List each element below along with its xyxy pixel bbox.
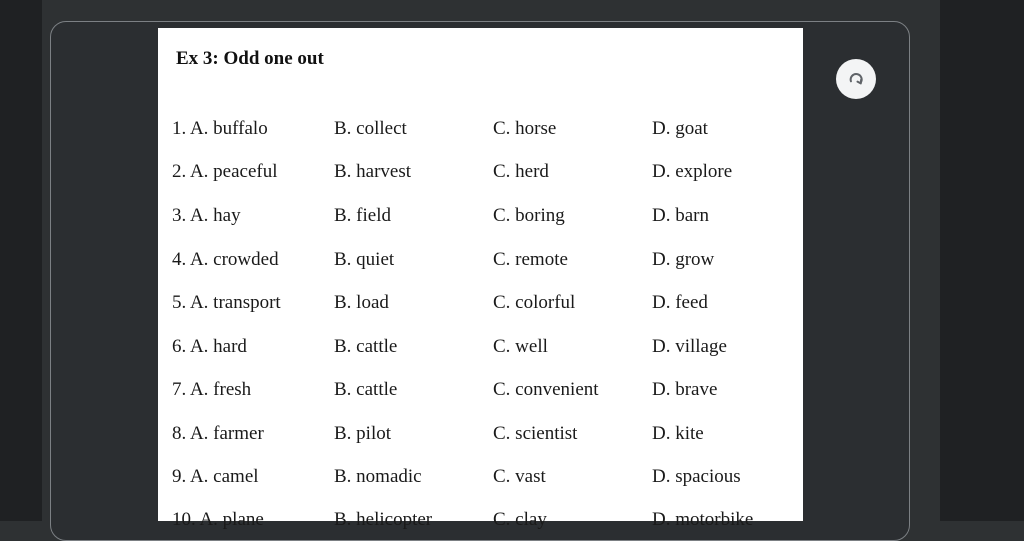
option-d: D. brave <box>652 379 718 400</box>
worksheet-image <box>158 28 803 530</box>
option-c: C. boring <box>493 205 565 226</box>
option-c: C. vast <box>493 466 546 487</box>
option-a: 5. A. transport <box>172 292 281 313</box>
option-b: B. harvest <box>334 161 412 182</box>
option-c: C. clay <box>493 509 547 530</box>
option-a: 2. A. peaceful <box>172 161 278 182</box>
option-a: 9. A. camel <box>172 466 259 487</box>
left-panel <box>0 0 42 521</box>
question-row <box>158 423 803 453</box>
reload-button[interactable] <box>836 59 876 99</box>
option-d: D. grow <box>652 249 715 270</box>
question-row <box>158 161 803 191</box>
option-b: B. cattle <box>334 336 398 357</box>
option-a: 3. A. hay <box>172 205 241 226</box>
option-b: B. load <box>334 292 389 313</box>
question-row <box>158 379 803 409</box>
option-c: C. well <box>493 336 548 357</box>
option-a: 10. A. plane <box>172 509 264 530</box>
question-row <box>158 249 803 279</box>
option-b: B. field <box>334 205 391 226</box>
option-a: 8. A. farmer <box>172 423 264 444</box>
option-a: 1. A. buffalo <box>172 118 268 139</box>
option-d: D. kite <box>652 423 704 444</box>
option-a: 4. A. crowded <box>172 249 279 270</box>
option-c: C. convenient <box>493 379 599 400</box>
option-c: C. colorful <box>493 292 576 313</box>
question-row <box>158 118 803 148</box>
option-d: D. village <box>652 336 727 357</box>
option-d: D. motorbike <box>652 509 754 530</box>
question-row <box>158 466 803 496</box>
option-d: D. barn <box>652 205 709 226</box>
option-b: B. helicopter <box>334 509 433 530</box>
question-row <box>158 292 803 322</box>
right-panel <box>940 0 1024 521</box>
question-row <box>158 509 803 539</box>
option-b: B. cattle <box>334 379 398 400</box>
question-row <box>158 336 803 366</box>
option-c: C. horse <box>493 118 557 139</box>
option-b: B. nomadic <box>334 466 422 487</box>
option-a: 7. A. fresh <box>172 379 252 400</box>
option-c: C. scientist <box>493 423 578 444</box>
exercise-title: Ex 3: Odd one out <box>176 48 324 69</box>
reload-icon <box>845 68 867 90</box>
option-d: D. feed <box>652 292 708 313</box>
option-c: C. remote <box>493 249 568 270</box>
option-d: D. explore <box>652 161 733 182</box>
option-b: B. collect <box>334 118 407 139</box>
option-a: 6. A. hard <box>172 336 247 357</box>
option-c: C. herd <box>493 161 549 182</box>
question-row <box>158 205 803 235</box>
option-d: D. goat <box>652 118 708 139</box>
option-b: B. quiet <box>334 249 395 270</box>
option-b: B. pilot <box>334 423 392 444</box>
option-d: D. spacious <box>652 466 741 487</box>
